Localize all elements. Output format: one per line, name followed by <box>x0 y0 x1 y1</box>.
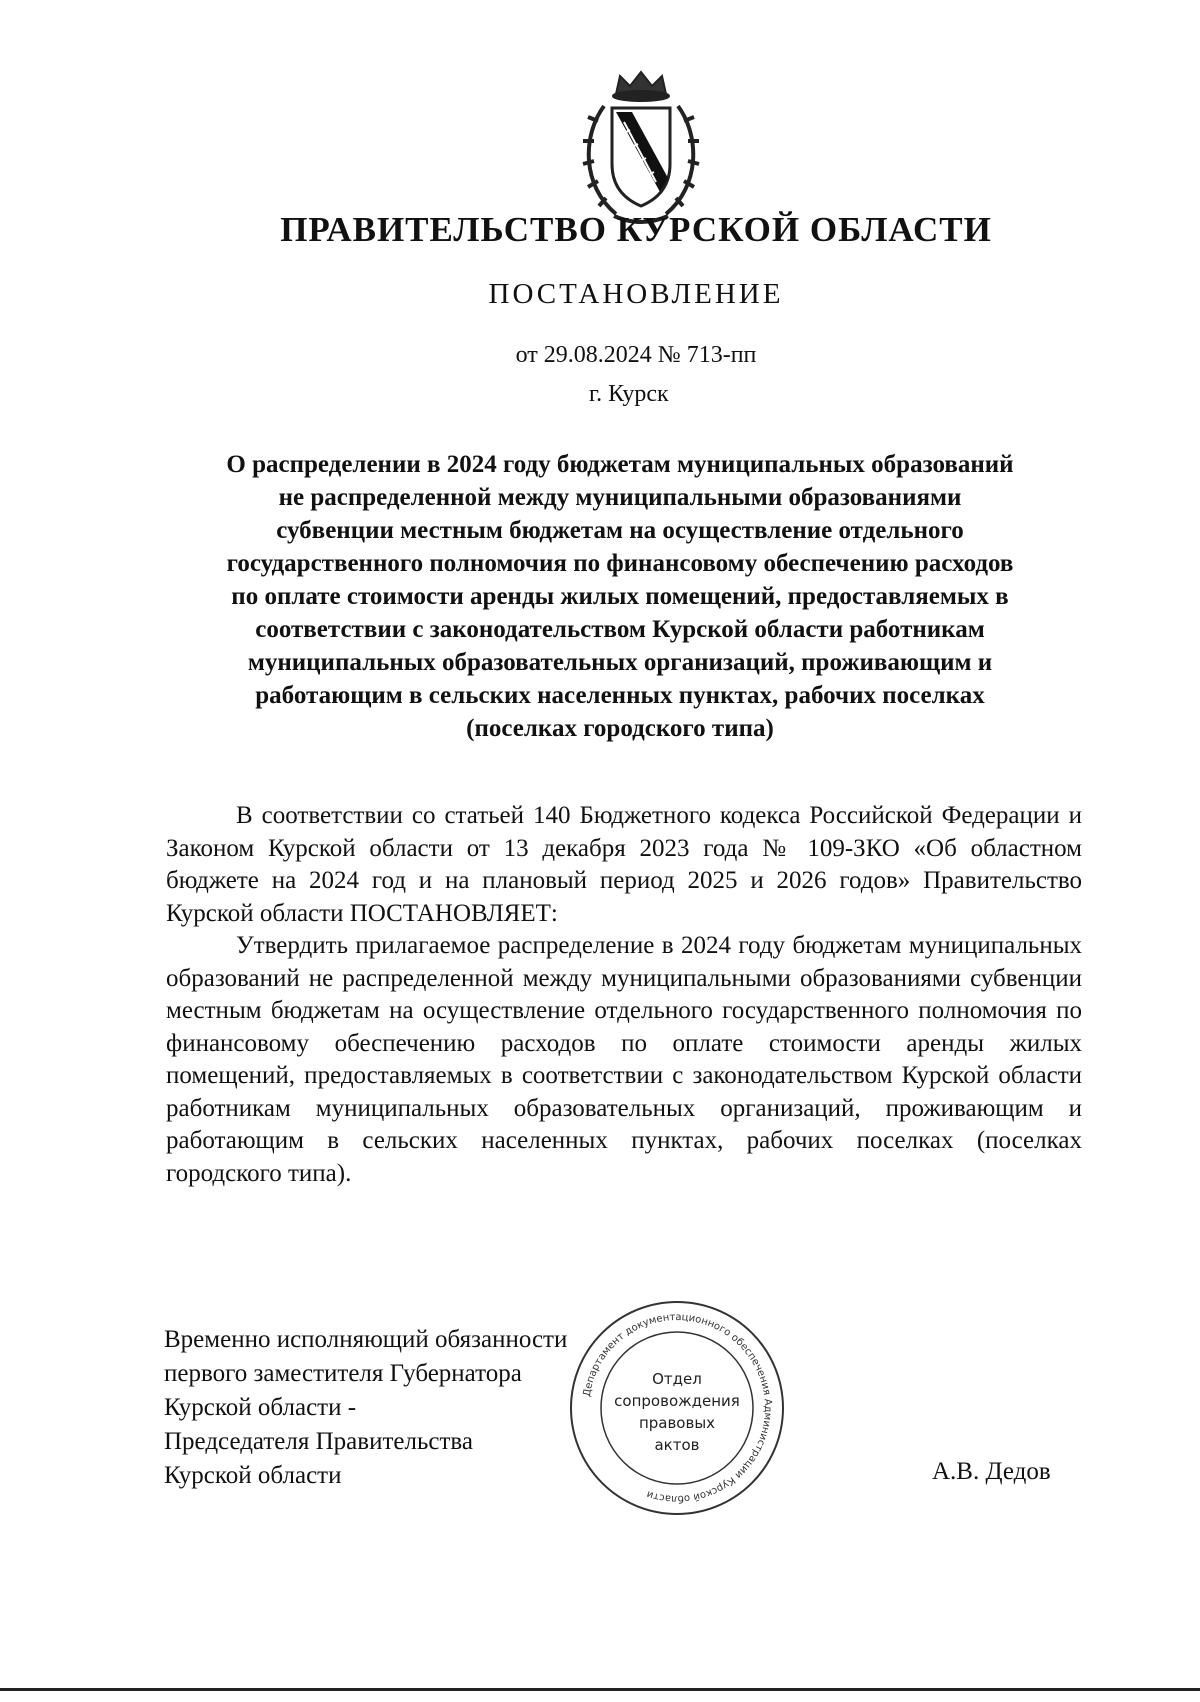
signer-position-line: Временно исполняющий обязанности <box>164 1326 568 1353</box>
signer-position-line: Курской области - <box>164 1394 357 1421</box>
signer-name: А.В. Дедов <box>932 1458 1051 1485</box>
title-line: государственного полномочия по финансовому обеспечению расходов <box>226 550 1014 577</box>
title-line: по оплате стоимости аренды жилых помещений, предоставляемых в <box>231 583 1009 610</box>
signer-position <box>164 1323 567 1493</box>
title-line: соответствии с законодательством Курской области работникам <box>255 616 985 643</box>
coat-of-arms-icon <box>568 66 714 228</box>
document-type: ПОСТАНОВЛЕНИЕ <box>488 278 784 310</box>
signer-position-line: первого заместителя Губернатора <box>164 1360 522 1387</box>
stamp-center-line: актов <box>654 1436 700 1454</box>
title-line: работающим в сельских населенных пунктах, рабочих поселках <box>255 682 985 709</box>
scan-edge-line <box>0 1688 1200 1691</box>
stamp-ring-text: Департамент документационного обеспечения Администрации Курской области <box>581 1311 774 1505</box>
stamp-center-line: Отдел <box>652 1370 702 1388</box>
document-city: г. Курск <box>589 381 669 407</box>
body-paragraph: Утвердить прилагаемое распределение в 2024 году бюджетам муниципальных образований не распределенной между муниципальными образованиями субвенции местным бюджетам на осуществление отдельного государственного полномочия по финансовому обеспечению расходов по оплате стоимости аренды жилых помещений, предоставляемых в соответствии с законодательством Курской области работникам муниципальных образовательных организаций, проживающим и работающим в сельских населенных пунктах, рабочих поселках (поселках городского типа). <box>166 932 1082 1187</box>
title-line: субвенции местным бюджетам на осуществление отдельного <box>276 517 964 544</box>
title-line: О распределении в 2024 году бюджетам муниципальных образований <box>226 451 1014 478</box>
title-line: (поселках городского типа) <box>466 715 774 742</box>
document-body <box>166 800 1082 1190</box>
document-title <box>160 448 1080 745</box>
stamp-center-line: сопровождения <box>614 1392 740 1410</box>
title-line: не распределенной между муниципальными образованиями <box>278 484 962 511</box>
organization-name: ПРАВИТЕЛЬСТВО КУРСКОЙ ОБЛАСТИ <box>280 210 992 249</box>
body-paragraph: В соответствии со статьей 140 Бюджетного кодекса Российской Федерации и Законом Курской области от 13 декабря 2023 года № 109-ЗКО «Об областном бюджете на 2024 год и на плановый период 2025 и 2026 годов» Правительство Курской области ПОСТАНОВЛЯЕТ: <box>166 802 1082 927</box>
signer-position-line: Председателя Правительства <box>164 1428 473 1455</box>
document-date-number: от 29.08.2024 № 713-пп <box>515 342 757 368</box>
title-line: муниципальных образовательных организаций, проживающим и <box>247 649 993 676</box>
stamp-center-line: правовых <box>638 1414 716 1432</box>
stamp-center-text <box>567 1368 787 1456</box>
signer-position-line: Курской области <box>164 1462 342 1489</box>
